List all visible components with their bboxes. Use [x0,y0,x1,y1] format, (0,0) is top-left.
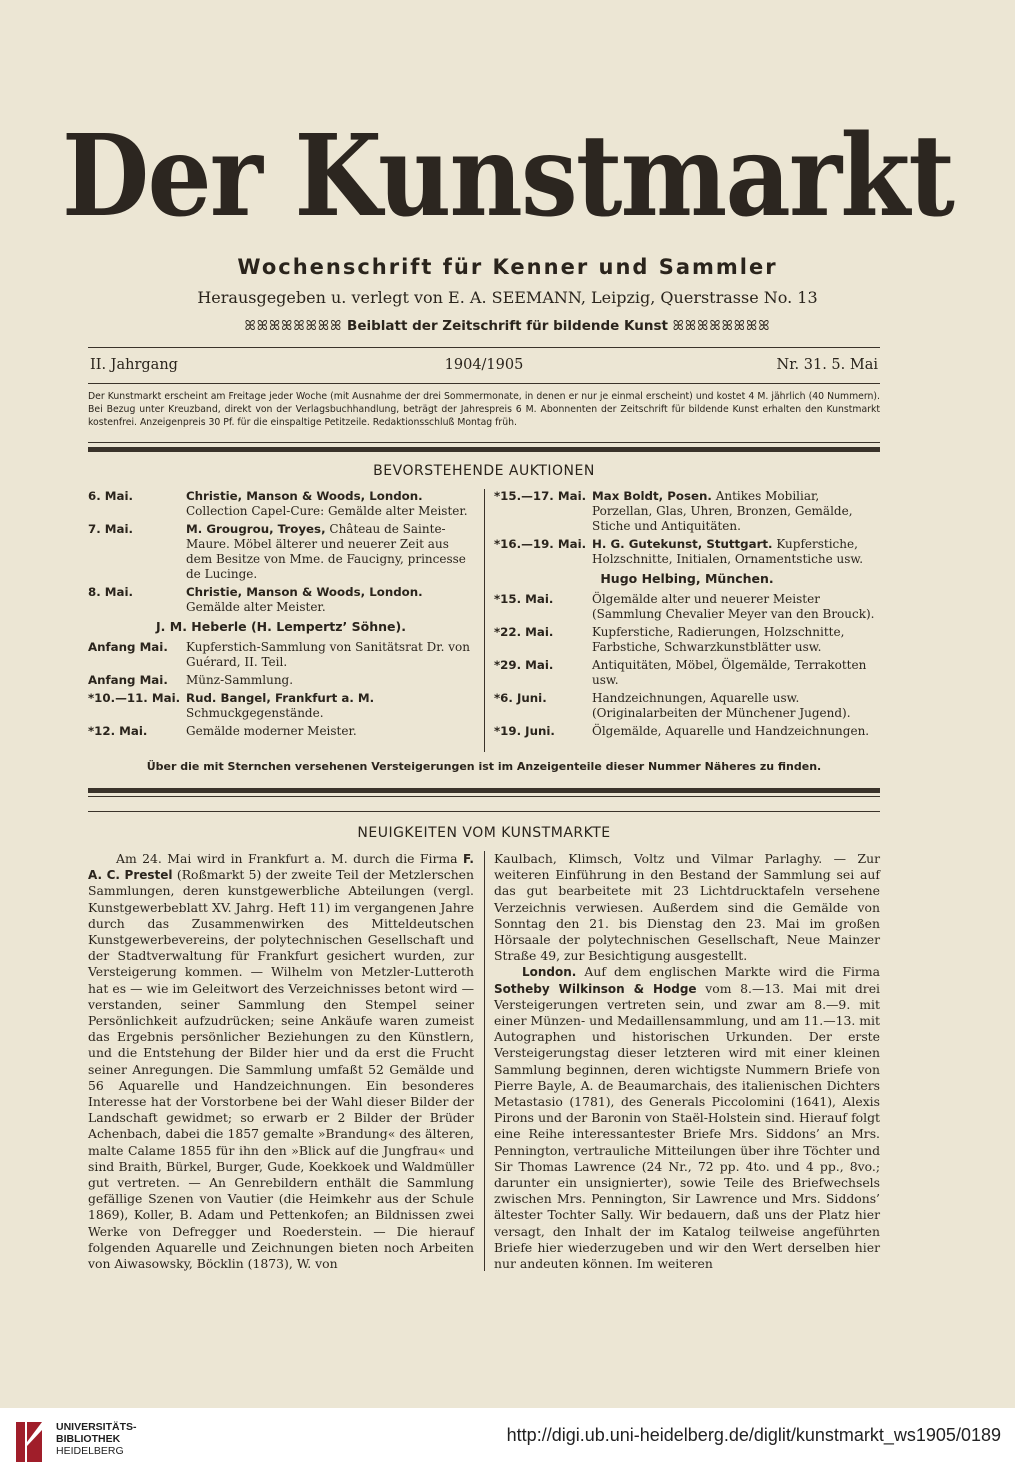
auction-date: 8. Mai. [88,585,134,599]
news-text: Am 24. Mai wird in Frankfurt a. M. durch die Firma [116,851,458,866]
auction-desc: Antikes Mobiliar, Porzellan, Glas, Uhren, Bronzen, Gemälde, Stiche und Antiquitäten. [592,489,853,533]
auction-desc: Gemälde moderner Meister. [186,724,357,738]
auction-date: Anfang Mai. [88,673,168,687]
divider [88,811,880,812]
auctions-left-column [88,489,474,742]
auction-desc: Kupferstiche, Radierungen, Holzschnitte, Farbstiche, Schwarzkunstblätter usw. [592,625,845,654]
auction-entry [88,522,474,582]
auction-date: 7. Mai. [88,522,134,536]
auction-desc: Ölgemälde alter und neuerer Meister (Sammlung Chevalier Meyer van den Brouck). [592,592,875,621]
library-name-line: UNIVERSITÄTS- [56,1421,137,1433]
auction-entry [88,673,474,688]
auction-house: H. G. Gutekunst, Stuttgart. [592,537,773,551]
auctions-footnote: Über die mit Sternchen versehenen Versteigerungen ist im Anzeigenteile dieser Nummer Näheres zu finden. [146,760,822,773]
issue-volume: II. Jahrgang [90,357,178,373]
city-name: London. [522,965,577,980]
auction-entry [88,640,474,670]
auction-desc: Münz-Sammlung. [186,673,294,687]
auction-desc: Gemälde alter Meister. [186,600,326,614]
issue-number: Nr. 31. 5. Mai [776,357,878,373]
auction-date: *19. Juni. [494,724,555,738]
auction-date: *15. Mai. [494,592,554,606]
auction-house: Christie, Manson & Woods, London. [186,489,423,503]
auction-date: 6. Mai. [88,489,134,503]
divider [88,442,880,443]
university-library-logo [14,1418,44,1468]
news-text: (Roßmarkt 5) der zweite Teil der Metzlerschen Sammlungen, deren kunstgewerbliche Abteilungen (vergl. Kunstgewerbeblatt XV. Jahrg. Heft 11) im vergangenen Jahre durch das Zusammenwirken des Mitteldeutschen Kunstgewerbevereins, der polytechnischen Gesellschaft und der Stadtverwaltung für Frankfurt gesichert wurden, zur Versteigerung kommen. — Wilhelm von Metzler-Lutteroth hat es — wie im Geleitwort des Verzeichnisses betont wird — verstanden, seiner Sammlung den Stempel seiner Persönlichkeit aufzudrücken; seine Ankäufe waren zumeist das Ergebnis persönlicher Beziehungen zu den Künstlern, und die Entstehung der Bilder hier und da erst die Frucht seiner Anregungen. Die Sammlung umfaßt 52 Gemälde und 56 Aquarelle und Handzeichnungen. Ein besonderes Interesse hat der Vorstorbene bei der Wahl dieser Bilder der Landschaft gewidmet; so erwarb er 2 Bilder der Brüder Achenbach, dabei die 1857 gemalte »Brandung« des älteren, malte Calame 1855 für ihn den »Blick auf die Jungfrau« und sind Braith, Bürkel, Burger, Gude, Koekkoek und Waldmüller gut vertreten. — An Genrebildern enthält die Sammlung gefällige Szenen von Vautier (die Heimkehr aus der Schule 1869), Koller, B. Adam und Pettenkofen; an Bildnissen zwei Werke von Defregger und Roederstein. — Die hierauf folgenden Aquarelle und Zeichnungen bieten noch Arbeiten von Aiwasowsky, Böcklin (1873), W. von [88,867,474,1272]
divider [88,383,880,384]
auction-subheading: J. M. Heberle (H. Lempertz’ Söhne). [156,619,406,634]
auction-date: *10.—11. Mai. [88,691,181,705]
auction-desc: Schmuckgegenstände. [186,706,324,720]
auction-date: *6. Juni. [494,691,547,705]
beiblatt-text: Beiblatt der Zeitschrift für bildende Kunst [347,318,668,334]
news-left-column [88,851,474,1272]
auction-desc: Kupferstiche, Holzschnitte, Initialen, Ornamentstiche usw. [592,537,864,566]
masthead-title: Der Kunstmarkt [61,111,954,242]
auction-date: Anfang Mai. [88,640,168,654]
beiblatt-line [0,318,1015,334]
firm-name: Sotheby Wilkinson & Hodge [494,981,697,996]
auction-entry [88,585,474,615]
digitization-footer [0,1408,1015,1480]
news-text: Kaulbach, Klimsch, Voltz und Vilmar Parlaghy. — Zur weiteren Einführung in den Bestand der Sammlung sei auf das gut bearbeitete mit 23 Lichtdrucktafeln versehene Verzeichnis verwiesen. Außerdem sind die Gemälde von Sonntag den 21. bis Dienstag den 23. Mai im großen Hörsaale der polytechnischen Gesellschaft, Neue Mainzer Straße 49, zur Besichtigung ausgestellt. [494,851,880,964]
auction-entry [494,592,880,622]
auction-desc: Ölgemälde, Aquarelle und Handzeichnungen. [592,724,870,738]
auction-entry [494,537,880,567]
column-divider [484,489,485,752]
masthead-subtitle: Wochenschrift für Kenner und Sammler [237,255,778,279]
auction-desc: Château de Sainte-Maure. Möbel älterer und neuerer Zeit aus dem Besitze von Mme. de Faucigny, princesse de Lucinge. [186,522,466,581]
library-name-line: HEIDELBERG [56,1445,124,1457]
divider [88,347,880,348]
auction-entry [494,724,880,739]
auction-entry [494,658,880,688]
auction-house: Christie, Manson & Woods, London. [186,585,423,599]
auction-subheading: Hugo Helbing, München. [600,571,774,586]
source-url-link[interactable]: http://digi.ub.uni-heidelberg.de/diglit/kunstmarkt_ws1905/0189 [506,1425,1001,1445]
news-text: vom 8.—13. Mai mit drei Versteigerungen vertreten sein, und zwar am 8.—9. mit einer Münzen- und Medaillensammlung, und am 11.—13. mit Autographen und historischen Urkunden. Der erste Versteigerungstag dieser letzteren wird mit einer kleinen Sammlung beginnen, deren wichtigste Nummern Briefe von Pierre Bayle, A. de Beaumarchais, des italienischen Dichters Metastasio (1781), des Generals Piccolomini (1641), Alexis Pirons und der Baronin von Staël-Holstein sind. Hierauf folgt eine Reihe interessantester Briefe Mrs. Siddons’ an Mrs. Pennington, vertrauliche Mitteilungen über ihre Töchter und Sir Thomas Lawrence (24 Nr., 72 pp. 4to. und 4 pp., 8vo.; darunter ein unsignierter), sowie Teile des Briefwechsels zwischen Mrs. Pennington, Sir Lawrence und Mrs. Siddons’ ältester Tochter Sally. Wir bedauern, daß uns der Platz hier versagt, den Inhalt der im Katalog teilweise angeführten Briefe hier wiederzugeben und wir den Wert derselben hier nur andeuten können. Im weiteren [494,980,880,1272]
issue-years: 1904/1905 [444,357,524,373]
auctions-heading: BEVORSTEHENDE AUKTIONEN [373,463,595,479]
firm-name: F. A. C. Prestel [88,852,474,883]
divider-thick [88,447,880,452]
auction-desc: Collection Capel-Cure: Gemälde alter Meister. [186,504,468,518]
news-heading: NEUIGKEITEN VOM KUNSTMARKTE [357,825,611,841]
auction-desc: Kupferstich-Sammlung von Sanitätsrat Dr. von Guérard, II. Teil. [186,640,471,669]
subscription-notice: Der Kunstmarkt erscheint am Freitage jeder Woche (mit Ausnahme der drei Sommermonate, in denen er nur je einmal erscheint) und kostet 4 M. jährlich (40 Nummern). Bei Bezug unter Kreuzband, direkt von der Verlagsbuchhandlung, beträgt der Jahrespreis 6 M. Abonnenten der Zeitschrift für bildende Kunst erhalten den Kunstmarkt kostenfrei. Anzeigenpreis 30 Pf. für die einspaltige Petitzeile. Redaktionsschluß Montag früh. [88,391,880,428]
auction-house: M. Grougrou, Troyes, [186,522,326,536]
auction-entry [88,691,474,721]
library-name [56,1421,137,1457]
news-right-column [494,851,880,1272]
column-divider [484,851,485,1271]
auction-entry [494,691,880,721]
divider-thick [88,788,880,793]
news-text: Auf dem englischen Markte wird die Firma [584,964,880,980]
auction-date: *29. Mai. [494,658,554,672]
divider [88,796,880,797]
ornament-left: ꕤꕤꕤꕤꕤꕤꕤꕤ [244,318,343,334]
auction-desc: Antiquitäten, Möbel, Ölgemälde, Terrakotten usw. [592,658,867,687]
auction-entry [88,724,474,739]
auction-date: *12. Mai. [88,724,148,738]
ornament-right: ꕤꕤꕤꕤꕤꕤꕤꕤ [672,318,771,334]
auction-entry [494,489,880,534]
auction-date: *16.—19. Mai. [494,537,587,551]
auction-entry [88,489,474,519]
auction-desc: Handzeichnungen, Aquarelle usw. (Originalarbeiten der Münchener Jugend). [592,691,851,720]
auction-date: *15.—17. Mai. [494,489,587,503]
library-name-line: BIBLIOTHEK [56,1433,121,1445]
auction-house: Rud. Bangel, Frankfurt a. M. [186,691,375,705]
auction-entry [494,625,880,655]
auctions-right-column [494,489,880,742]
auction-date: *22. Mai. [494,625,554,639]
publisher-line: Herausgegeben u. verlegt von E. A. SEEMANN, Leipzig, Querstrasse No. 13 [197,288,818,307]
auction-house: Max Boldt, Posen. [592,489,712,503]
